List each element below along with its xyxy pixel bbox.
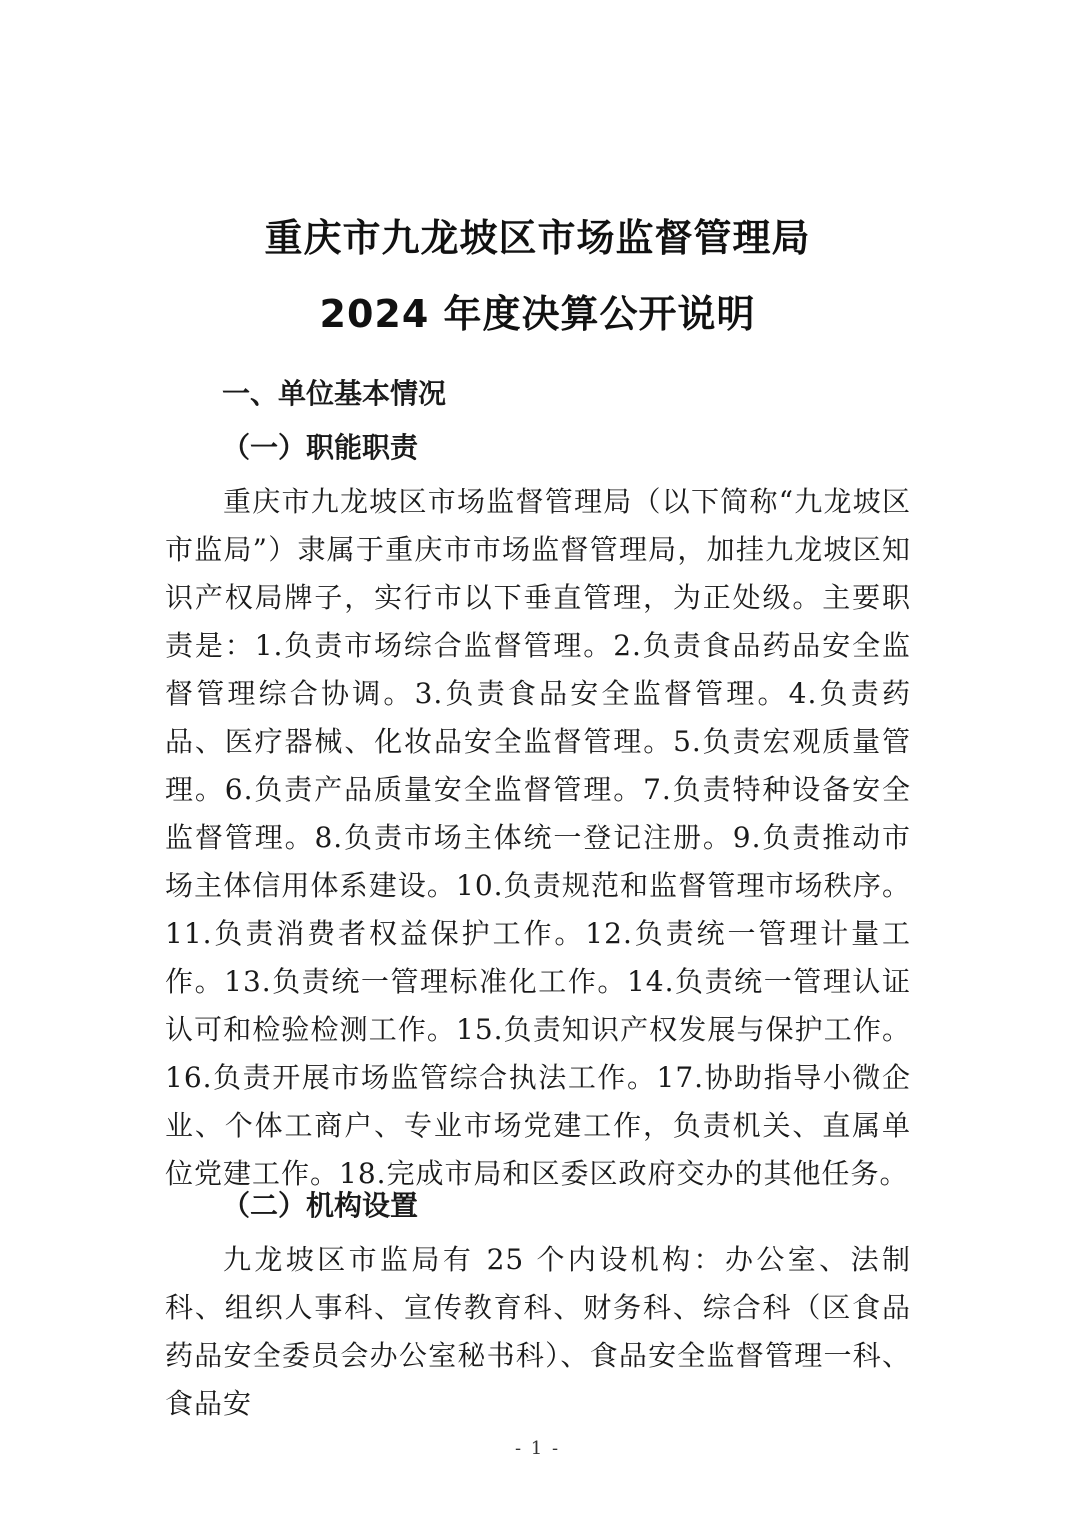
functions-paragraph: 重庆市九龙坡区市场监督管理局（以下简称“九龙坡区市监局”）隶属于重庆市市场监督管理局，加挂九龙坡区知识产权局牌子，实行市以下垂直管理，为正处级。主要职责是：1.负责市场综合监督管理。2.负责食品药品安全监督管理综合协调。3.负责食品安全监督管理。4.负责药品、医疗器械、化妆品安全监督管理。5.负责宏观质量管理。6.负责产品质量安全监督管理。7.负责特种设备安全监督管理。8.负责市场主体统一登记注册。9.负责推动市场主体信用体系建设。10.负责规范和监督管理市场秩序。11.负责消费者权益保护工作。12.负责统一管理计量工作。13.负责统一管理标准化工作。14.负责统一管理认证认可和检验检测工作。15.负责知识产权发展与保护工作。16.负责开展市场监管综合执法工作。17.协助指导小微企业、个体工商户、专业市场党建工作，负责机关、直属单位党建工作。18.完成市局和区委区政府交办的其他任务。 — [165, 485, 911, 1190]
organization-paragraph: 九龙坡区市监局有 25 个内设机构：办公室、法制科、组织人事科、宣传教育科、财务科、综合科（区食品药品安全委员会办公室秘书科）、食品安全监督管理一科、食品安 — [165, 1243, 911, 1420]
document-title: 重庆市九龙坡区市场监督管理局 — [264, 216, 811, 260]
page-number: - 1 - — [514, 1438, 561, 1459]
subsection-heading-functions: （一）职能职责 — [222, 431, 419, 464]
document-subtitle: 2024 年度决算公开说明 — [319, 292, 756, 336]
section-heading-basic-info: 一、单位基本情况 — [222, 377, 447, 410]
subsection-heading-organization: （二）机构设置 — [222, 1189, 419, 1222]
